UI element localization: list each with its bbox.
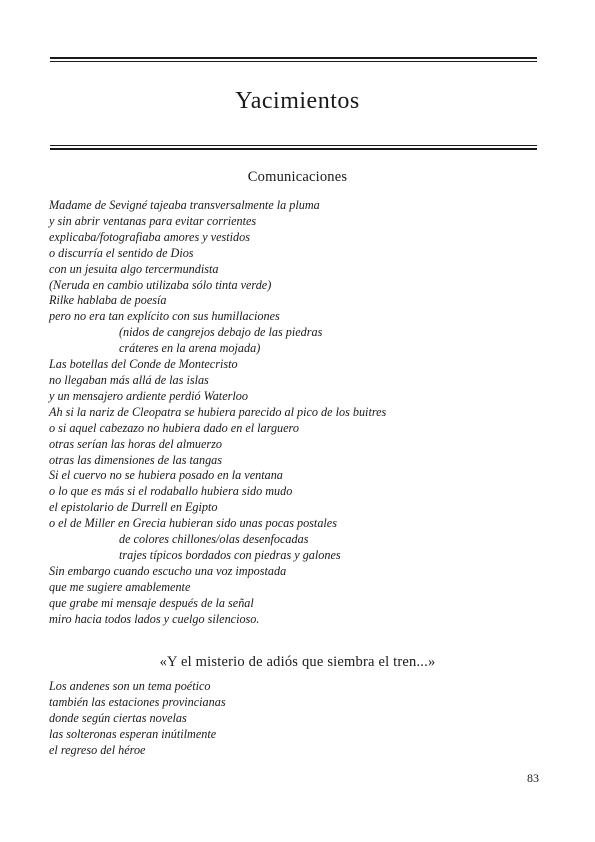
poem-line: y sin abrir ventanas para evitar corrientes — [49, 213, 257, 228]
poem-line: no llegaban más allá de las islas — [49, 372, 209, 387]
poem-line: donde según ciertas novelas — [49, 710, 187, 725]
poem-line: el epistolario de Durrell en Egipto — [49, 500, 218, 515]
poem-line: Rilke hablaba de poesía — [49, 293, 167, 308]
poem-title: «Y el misterio de adiós que siembra el tren...» — [159, 654, 436, 670]
poem-line: las solteronas esperan inútilmente — [49, 726, 217, 741]
poem-line: otras las dimensiones de las tangas — [49, 452, 222, 467]
header-rule-top — [50, 57, 537, 62]
poem-line: el regreso del héroe — [49, 742, 146, 757]
poem-line: Las botellas del Conde de Montecristo — [49, 357, 238, 372]
poem-line: (Neruda en cambio utilizaba sólo tinta verde) — [49, 277, 272, 292]
poem-line: de colores chillones/olas desenfocadas — [119, 532, 309, 547]
poem-line: cráteres en la arena mojada) — [119, 341, 261, 356]
poem-line: Ah si la nariz de Cleopatra se hubiera parecido al pico de los buitres — [49, 404, 387, 419]
poem-line: pero no era tan explícito con sus humillaciones — [49, 309, 280, 324]
poem-line: miro hacia todos lados y cuelgo silencioso. — [49, 611, 260, 626]
poem-line: que me sugiere amablemente — [49, 579, 191, 594]
page-number: 83 — [527, 771, 539, 785]
poem-line: explicaba/fotografiaba amores y vestidos — [49, 229, 250, 244]
poem-line: otras serían las horas del almuerzo — [49, 436, 223, 451]
poem-line: (nidos de cangrejos debajo de las piedras — [119, 325, 323, 340]
poem-line: Si el cuervo no se hubiera posado en la ventana — [49, 468, 283, 483]
poem-line: con un jesuita algo tercermundista — [49, 261, 219, 276]
poem-body — [49, 679, 226, 759]
poem-body — [49, 198, 386, 627]
poem-line: y un mensajero ardiente perdió Waterloo — [49, 388, 248, 403]
poem-line: que grabe mi mensaje después de la señal — [49, 595, 254, 610]
poem-line: o lo que es más si el rodaballo hubiera sido mudo — [49, 484, 293, 499]
poem-line: Madame de Sevigné tajeaba transversalmente la pluma — [49, 198, 320, 212]
poem-line: o si aquel cabezazo no hubiera dado en el larguero — [49, 420, 299, 435]
poem-title: Comunicaciones — [247, 169, 348, 185]
poem-line: o el de Miller en Grecia hubieran sido unas pocas postales — [49, 516, 337, 531]
poem-line: Los andenes son un tema poético — [49, 679, 211, 693]
section-title: Yacimientos — [235, 88, 360, 114]
poem-line: también las estaciones provincianas — [49, 694, 226, 709]
poem-line: trajes típicos bordados con piedras y galones — [119, 547, 341, 562]
poem-line: Sin embargo cuando escucho una voz impostada — [49, 563, 287, 578]
header-rule-bottom — [50, 145, 537, 150]
poem-line: o discurría el sentido de Dios — [49, 245, 194, 260]
